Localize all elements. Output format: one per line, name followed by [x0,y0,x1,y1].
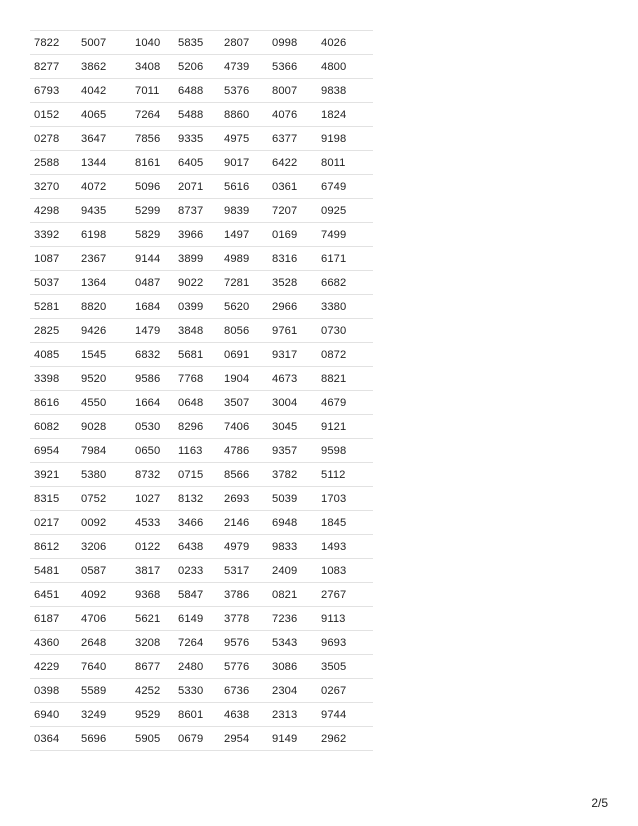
table-cell: 1664 [131,391,174,415]
table-cell: 9022 [174,271,220,295]
table-row [30,127,373,151]
table-cell: 9586 [131,367,174,391]
table-row [30,487,373,511]
table-cell: 0152 [30,103,77,127]
table-cell: 8007 [268,79,317,103]
table-cell: 4076 [268,103,317,127]
table-row [30,679,373,703]
table-cell: 6749 [317,175,373,199]
table-cell: 7640 [77,655,131,679]
table-cell: 2954 [220,727,268,751]
table-cell: 4065 [77,103,131,127]
table-cell: 6377 [268,127,317,151]
table-cell: 3862 [77,55,131,79]
table-cell: 2962 [317,727,373,751]
table-cell: 8132 [174,487,220,511]
table-cell: 7281 [220,271,268,295]
table-cell: 2648 [77,631,131,655]
table-cell: 4679 [317,391,373,415]
table-cell: 6451 [30,583,77,607]
table-cell: 7984 [77,439,131,463]
table-cell: 4533 [131,511,174,535]
table-cell: 6198 [77,223,131,247]
table-cell: 5696 [77,727,131,751]
table-cell: 7236 [268,607,317,631]
table-cell: 6187 [30,607,77,631]
table-cell: 7207 [268,199,317,223]
table-cell: 0730 [317,319,373,343]
table-cell: 8316 [268,247,317,271]
table-cell: 9761 [268,319,317,343]
table-cell: 1040 [131,31,174,55]
table-row [30,175,373,199]
table-row [30,703,373,727]
table-cell: 0530 [131,415,174,439]
table-cell: 4673 [268,367,317,391]
table-cell: 9121 [317,415,373,439]
table-cell: 0648 [174,391,220,415]
table-row [30,295,373,319]
table-cell: 0487 [131,271,174,295]
table-row [30,727,373,751]
table-cell: 4739 [220,55,268,79]
table-cell: 0399 [174,295,220,319]
table-cell: 4638 [220,703,268,727]
table-cell: 8277 [30,55,77,79]
table-cell: 4800 [317,55,373,79]
table-row [30,607,373,631]
table-cell: 4360 [30,631,77,655]
table-cell: 1703 [317,487,373,511]
table-cell: 9357 [268,439,317,463]
table-cell: 9838 [317,79,373,103]
table-cell: 9149 [268,727,317,751]
table-cell: 7406 [220,415,268,439]
table-cell: 1083 [317,559,373,583]
table-cell: 3921 [30,463,77,487]
table-cell: 3045 [268,415,317,439]
table-cell: 5620 [220,295,268,319]
table-cell: 9693 [317,631,373,655]
table-row [30,439,373,463]
table-cell: 1364 [77,271,131,295]
table-cell: 0122 [131,535,174,559]
table-cell: 6405 [174,151,220,175]
table-cell: 8820 [77,295,131,319]
table-cell: 8616 [30,391,77,415]
table-cell: 8737 [174,199,220,223]
table-cell: 0998 [268,31,317,55]
table-cell: 0398 [30,679,77,703]
table-cell: 2409 [268,559,317,583]
table-cell: 8566 [220,463,268,487]
table-cell: 7264 [131,103,174,127]
table-cell: 8315 [30,487,77,511]
table-cell: 3408 [131,55,174,79]
table-cell: 5905 [131,727,174,751]
table-row [30,199,373,223]
table-cell: 2313 [268,703,317,727]
table-cell: 5681 [174,343,220,367]
table-cell: 1163 [174,439,220,463]
table-cell: 8296 [174,415,220,439]
table-cell: 5039 [268,487,317,511]
table-cell: 0169 [268,223,317,247]
table-cell: 0587 [77,559,131,583]
table-cell: 5317 [220,559,268,583]
table-cell: 5007 [77,31,131,55]
number-table [30,30,373,751]
table-cell: 1493 [317,535,373,559]
table-cell: 2767 [317,583,373,607]
table-cell: 1824 [317,103,373,127]
table-cell: 8821 [317,367,373,391]
table-cell: 5037 [30,271,77,295]
table-row [30,631,373,655]
table-cell: 3004 [268,391,317,415]
table-cell: 9368 [131,583,174,607]
table-cell: 1845 [317,511,373,535]
table-cell: 3086 [268,655,317,679]
table-cell: 3966 [174,223,220,247]
table-cell: 6736 [220,679,268,703]
table-cell: 8860 [220,103,268,127]
table-cell: 0233 [174,559,220,583]
table-cell: 7768 [174,367,220,391]
table-cell: 6438 [174,535,220,559]
table-row [30,463,373,487]
table-cell: 2588 [30,151,77,175]
table-cell: 3817 [131,559,174,583]
table-cell: 9744 [317,703,373,727]
table-cell: 0752 [77,487,131,511]
table-cell: 1545 [77,343,131,367]
table-cell: 9198 [317,127,373,151]
table-cell: 4786 [220,439,268,463]
table-cell: 3466 [174,511,220,535]
table-cell: 9317 [268,343,317,367]
table-cell: 3778 [220,607,268,631]
table-cell: 8612 [30,535,77,559]
table-cell: 4229 [30,655,77,679]
table-cell: 9839 [220,199,268,223]
table-cell: 0715 [174,463,220,487]
table-cell: 3505 [317,655,373,679]
table-cell: 9144 [131,247,174,271]
table-cell: 2825 [30,319,77,343]
table-cell: 9017 [220,151,268,175]
table-cell: 6793 [30,79,77,103]
table-cell: 3206 [77,535,131,559]
table-cell: 7264 [174,631,220,655]
table-cell: 3380 [317,295,373,319]
table-cell: 1904 [220,367,268,391]
table-row [30,271,373,295]
table-row [30,535,373,559]
table-cell: 1684 [131,295,174,319]
table-cell: 7499 [317,223,373,247]
table-cell: 0925 [317,199,373,223]
table-cell: 9113 [317,607,373,631]
table-row [30,55,373,79]
table-cell: 5096 [131,175,174,199]
table-cell: 6422 [268,151,317,175]
table-cell: 0821 [268,583,317,607]
table-cell: 8161 [131,151,174,175]
table-cell: 4550 [77,391,131,415]
table-cell: 1027 [131,487,174,511]
table-cell: 0691 [220,343,268,367]
table-cell: 5776 [220,655,268,679]
table-cell: 0679 [174,727,220,751]
table-cell: 0872 [317,343,373,367]
table-cell: 6832 [131,343,174,367]
table-cell: 9576 [220,631,268,655]
table-cell: 4706 [77,607,131,631]
table-cell: 4085 [30,343,77,367]
table-row [30,583,373,607]
table-cell: 5380 [77,463,131,487]
table-row [30,31,373,55]
table-cell: 4252 [131,679,174,703]
table-cell: 6488 [174,79,220,103]
table-cell: 4989 [220,247,268,271]
table-cell: 3528 [268,271,317,295]
table-cell: 5376 [220,79,268,103]
table-cell: 3507 [220,391,268,415]
table-cell: 2071 [174,175,220,199]
table-cell: 5206 [174,55,220,79]
table-cell: 9335 [174,127,220,151]
table-cell: 8011 [317,151,373,175]
table-cell: 6171 [317,247,373,271]
table-row [30,367,373,391]
table-cell: 1497 [220,223,268,247]
table-row [30,511,373,535]
table-cell: 3208 [131,631,174,655]
table-row [30,319,373,343]
table-cell: 3786 [220,583,268,607]
table-cell: 3249 [77,703,131,727]
table-cell: 9435 [77,199,131,223]
table-cell: 9520 [77,367,131,391]
table-cell: 6149 [174,607,220,631]
table-cell: 7856 [131,127,174,151]
table-row [30,247,373,271]
table-cell: 5330 [174,679,220,703]
table-row [30,343,373,367]
table-cell: 4072 [77,175,131,199]
table-cell: 3899 [174,247,220,271]
table-cell: 1087 [30,247,77,271]
table-cell: 5616 [220,175,268,199]
table-cell: 9426 [77,319,131,343]
table-cell: 0217 [30,511,77,535]
table-row [30,151,373,175]
table-cell: 5366 [268,55,317,79]
table-cell: 5589 [77,679,131,703]
table-cell: 0278 [30,127,77,151]
table-cell: 5829 [131,223,174,247]
table-cell: 0364 [30,727,77,751]
table-cell: 5621 [131,607,174,631]
table-cell: 5835 [174,31,220,55]
table-cell: 5112 [317,463,373,487]
table-cell: 4092 [77,583,131,607]
table-cell: 4979 [220,535,268,559]
table-cell: 6082 [30,415,77,439]
table-cell: 5847 [174,583,220,607]
table-cell: 8732 [131,463,174,487]
table-cell: 0267 [317,679,373,703]
table-cell: 0092 [77,511,131,535]
table-row [30,103,373,127]
table-cell: 8056 [220,319,268,343]
table-cell: 6954 [30,439,77,463]
table-cell: 2304 [268,679,317,703]
table-cell: 7011 [131,79,174,103]
table-cell: 5481 [30,559,77,583]
table-cell: 5281 [30,295,77,319]
table-cell: 0361 [268,175,317,199]
page-number: 2/5 [591,796,608,810]
table-cell: 7822 [30,31,77,55]
table-body [30,31,373,751]
table-row [30,655,373,679]
table-cell: 2807 [220,31,268,55]
table-cell: 2480 [174,655,220,679]
table-cell: 9028 [77,415,131,439]
table-cell: 4298 [30,199,77,223]
table-cell: 2966 [268,295,317,319]
table-cell: 2693 [220,487,268,511]
table-cell: 4026 [317,31,373,55]
table-cell: 9833 [268,535,317,559]
table-cell: 9598 [317,439,373,463]
table-row [30,79,373,103]
table-cell: 3270 [30,175,77,199]
table-cell: 2367 [77,247,131,271]
table-cell: 1344 [77,151,131,175]
table-cell: 3398 [30,367,77,391]
table-cell: 5343 [268,631,317,655]
table-cell: 0650 [131,439,174,463]
table-cell: 6940 [30,703,77,727]
table-cell: 4975 [220,127,268,151]
table-cell: 3782 [268,463,317,487]
table-cell: 6948 [268,511,317,535]
table-cell: 2146 [220,511,268,535]
table-cell: 3647 [77,127,131,151]
table-cell: 6682 [317,271,373,295]
table-cell: 4042 [77,79,131,103]
table-row [30,223,373,247]
table-cell: 1479 [131,319,174,343]
table-cell: 8677 [131,655,174,679]
table-cell: 5488 [174,103,220,127]
table-row [30,559,373,583]
table-cell: 9529 [131,703,174,727]
table-row [30,415,373,439]
table-cell: 5299 [131,199,174,223]
table-cell: 3848 [174,319,220,343]
table-row [30,391,373,415]
table-cell: 8601 [174,703,220,727]
table-cell: 3392 [30,223,77,247]
